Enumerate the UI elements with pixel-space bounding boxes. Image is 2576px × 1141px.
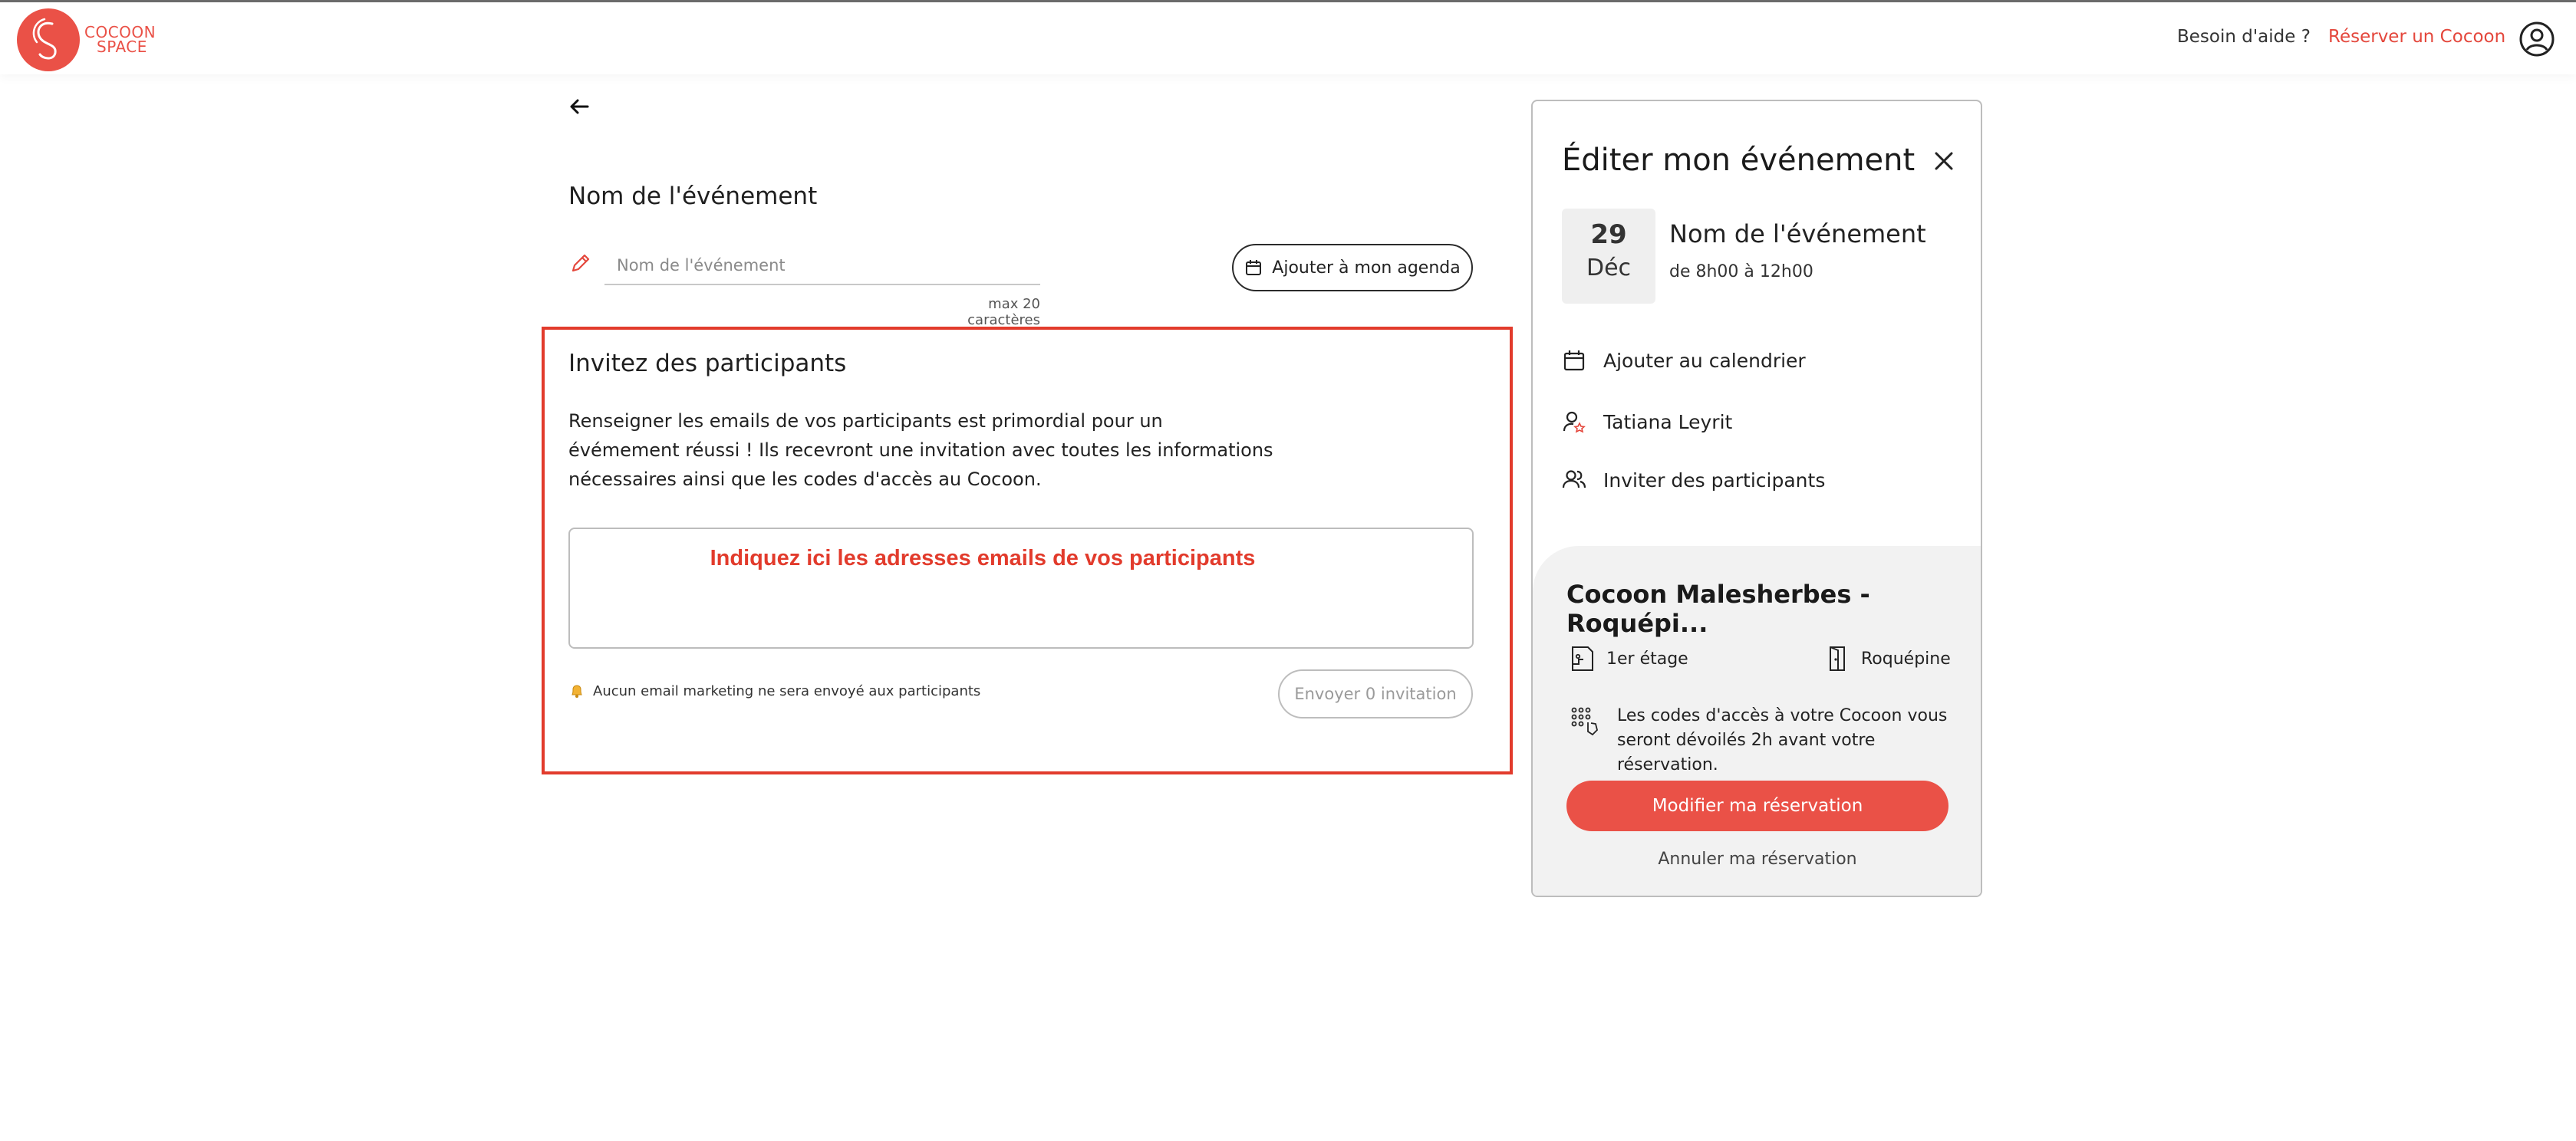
edit-event-panel [1531,100,1982,897]
calendar-icon [1244,258,1263,277]
floor-info [1570,644,1688,673]
logo-wordmark [84,25,156,54]
back-arrow-icon[interactable] [568,95,591,118]
floor-label: 1er étage [1606,649,1688,669]
calendar-icon [1562,348,1586,373]
logo-line-1: COCOON [84,23,156,41]
panel-event-time: de 8h00 à 12h00 [1669,262,1813,281]
char-limit-hint: max 20 caractères [967,296,1040,328]
help-link[interactable]: Besoin d'aide ? [2177,27,2311,47]
access-codes-info [1570,704,1953,778]
logo-mark-icon [17,8,80,71]
marketing-note [568,682,980,699]
stairs-icon [1570,644,1596,673]
top-header [0,2,2576,74]
add-to-calendar-action[interactable] [1562,348,1806,373]
organizer-row [1562,409,1732,434]
marketing-note-text: Aucun email marketing ne sera envoyé aux participants [593,682,981,699]
user-account-icon[interactable] [2518,21,2555,58]
event-name-heading: Nom de l'événement [568,182,818,210]
pencil-icon [569,252,592,275]
invite-participants-label: Inviter des participants [1603,469,1826,492]
event-name-input[interactable] [604,247,1040,285]
access-codes-text: Les codes d'accès à votre Cocoon vous seront dévoilés 2h avant votre réservation. [1617,706,1948,774]
bell-icon [568,682,585,699]
reserve-cocoon-link[interactable]: Réserver un Cocoon [2328,27,2506,47]
invite-participants-action[interactable] [1562,468,1825,492]
modify-reservation-button[interactable]: Modifier ma réservation [1566,781,1948,831]
agenda-button-label: Ajouter à mon agenda [1272,258,1461,278]
panel-title: Éditer mon événement [1562,143,1916,178]
date-day: 29 [1590,219,1627,250]
add-to-agenda-button[interactable] [1232,244,1473,291]
emails-placeholder: Indiquez ici les adresses emails de vos participants [710,546,1256,570]
keypad-icon [1570,705,1600,736]
cocoon-logo[interactable] [17,8,156,71]
panel-event-name: Nom de l'événement [1669,219,1926,248]
user-star-icon [1562,409,1586,434]
logo-line-2: SPACE [97,38,147,56]
cocoon-place-name: Cocoon Malesherbes - Roquépi... [1566,580,1870,638]
reservation-info [1533,546,1982,897]
participant-emails-field[interactable] [568,528,1474,649]
date-month: Déc [1586,255,1632,281]
invite-description: Renseigner les emails de vos participants est primordial pour un évémement réussi ! Ils recevront une invitation avec toutes les informations nécessaires ainsi que les codes d'accès au Cocoon. [568,410,1273,490]
room-info [1824,644,1951,673]
cancel-reservation-link[interactable]: Annuler ma réservation [1658,850,1857,869]
door-icon [1824,644,1850,673]
add-to-calendar-label: Ajouter au calendrier [1603,349,1806,372]
event-date-box [1562,209,1655,304]
room-label: Roquépine [1861,649,1951,669]
users-icon [1562,468,1586,492]
send-invitations-button[interactable]: Envoyer 0 invitation [1278,669,1473,718]
organizer-name: Tatiana Leyrit [1603,410,1733,433]
close-icon[interactable] [1930,147,1958,175]
invite-title: Invitez des participants [568,350,847,377]
